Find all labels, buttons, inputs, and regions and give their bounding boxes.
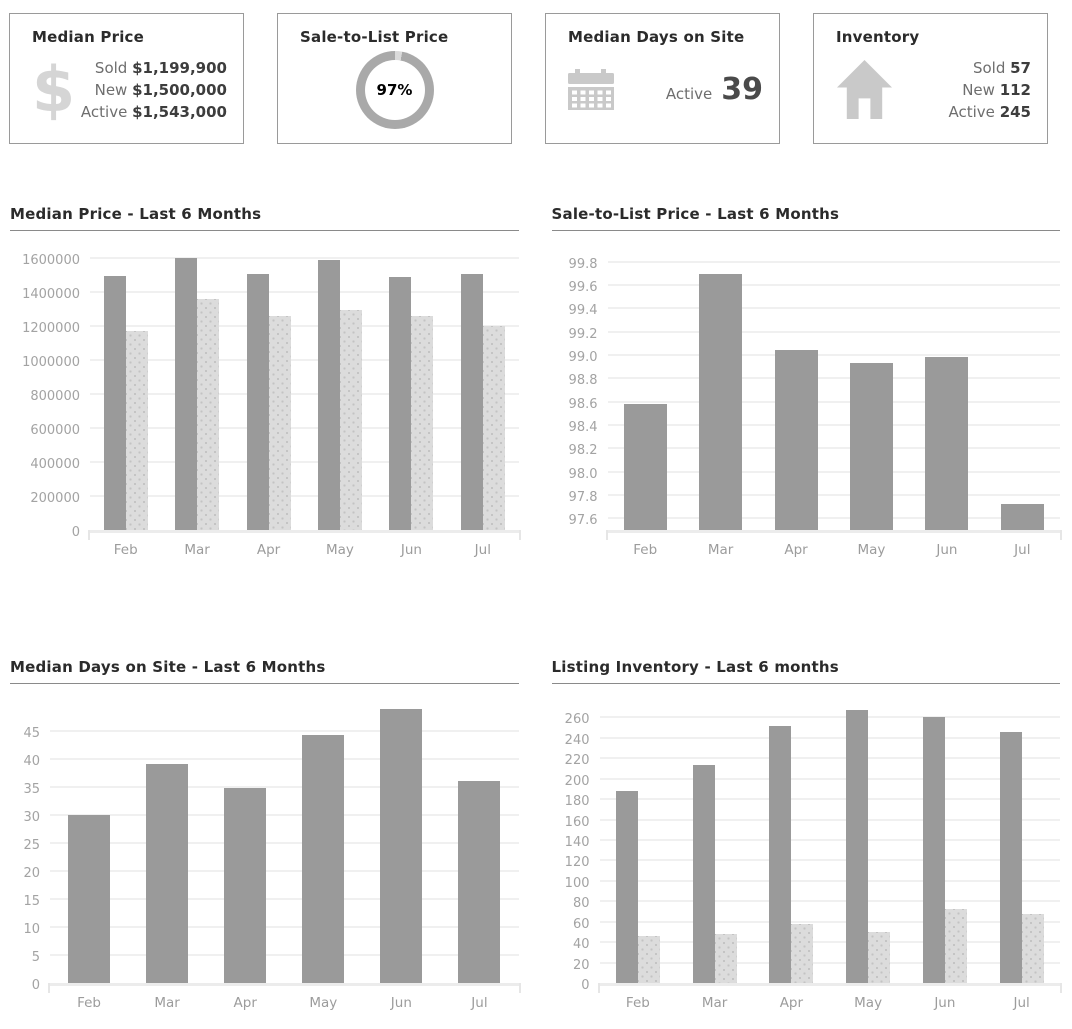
y-axis-label: 1200000 — [22, 320, 80, 336]
chart-title: Listing Inventory - Last 6 months — [552, 658, 1061, 684]
y-axis-label: 180 — [564, 794, 590, 810]
y-axis-label: 200000 — [30, 490, 80, 506]
y-axis-label: 260 — [564, 712, 590, 728]
bar-may-series-2-light — [340, 310, 362, 530]
bar-group-feb — [600, 791, 677, 983]
y-axis-label: 140 — [564, 835, 590, 850]
card-title: Median Days on Site — [568, 28, 745, 46]
bar-group-feb — [608, 404, 683, 530]
y-axis-label: 40 — [572, 937, 590, 953]
bar-jun-series-1-dark — [923, 717, 945, 983]
donut-percent-label: 97% — [365, 60, 425, 120]
bars-layer — [608, 247, 1061, 530]
card-row — [949, 79, 1032, 101]
x-axis-label: Mar — [701, 995, 728, 1011]
bars-layer — [600, 700, 1061, 983]
y-axis-label: 0 — [31, 978, 40, 993]
y-axis-label: 400000 — [30, 456, 80, 472]
x-axis-label: May — [854, 995, 883, 1011]
y-axis-label: 1600000 — [22, 252, 80, 268]
bar-mar-series-2-light — [197, 299, 219, 530]
bar-apr-series-1-dark — [224, 788, 266, 983]
y-axis-label: 15 — [23, 893, 40, 909]
bar-feb-series-1-dark — [616, 791, 638, 983]
chart-area — [552, 247, 1061, 558]
card-median-price — [9, 13, 244, 144]
bar-jun-series-1-dark — [925, 357, 968, 530]
y-axis-label: 35 — [23, 781, 40, 797]
x-axis-label: May — [857, 542, 886, 558]
card-median-days-on-site — [545, 13, 780, 144]
card-values — [81, 57, 227, 123]
y-axis — [10, 700, 50, 993]
y-axis-label: 98.4 — [568, 419, 598, 435]
row-value: $1,500,000 — [132, 80, 227, 99]
y-axis-label: 20 — [572, 957, 590, 973]
bar-feb-series-1-dark — [624, 404, 667, 530]
bar-group-may — [830, 710, 907, 983]
chart-title: Sale-to-List Price - Last 6 Months — [552, 205, 1061, 231]
x-axis-label: Apr — [784, 542, 808, 558]
bars-layer — [50, 700, 519, 983]
bar-may-series-1-dark — [846, 710, 868, 983]
bar-mar-series-2-light — [715, 934, 737, 983]
row-label: New — [962, 80, 995, 99]
x-axis-label: Apr — [256, 542, 281, 558]
card-row — [949, 101, 1032, 123]
calendar-icon — [568, 69, 615, 110]
bar-group-feb — [90, 276, 161, 531]
bar-jun-series-1-dark — [389, 277, 411, 530]
x-axis-label: Apr — [233, 995, 257, 1011]
y-axis-label: 10 — [23, 921, 40, 937]
y-axis-label: 98.6 — [568, 396, 598, 412]
bar-may-series-1-dark — [850, 363, 893, 530]
bar-group-jul — [983, 732, 1060, 983]
bar-jul-series-2-light — [483, 326, 505, 530]
y-axis-label: 30 — [23, 809, 40, 825]
y-axis-label: 1000000 — [22, 354, 80, 370]
card-body — [560, 46, 765, 133]
bar-mar-series-1-dark — [146, 764, 188, 983]
bar-feb-series-2-light — [638, 936, 660, 983]
x-axis-label: Feb — [113, 542, 138, 558]
row-value: 112 — [999, 80, 1031, 99]
bar-group-mar — [161, 258, 232, 530]
chart-area — [552, 700, 1061, 1011]
x-axis-label: Feb — [633, 542, 658, 558]
y-axis-label: 600000 — [30, 422, 80, 438]
bar-apr-series-2-light — [791, 924, 813, 983]
bar-group-jun — [907, 717, 984, 983]
chart-sale-to-list-price — [552, 205, 1061, 558]
y-axis-label: 40 — [23, 753, 40, 769]
x-axis — [600, 995, 1061, 1011]
bar-group-apr — [233, 274, 304, 530]
row-label: New — [94, 80, 128, 99]
y-axis-label: 800000 — [30, 388, 80, 404]
dollar-icon: $ — [32, 52, 76, 126]
bar-group-apr — [758, 350, 833, 530]
chart-area — [10, 247, 519, 558]
bar-may-series-1-dark — [318, 260, 340, 530]
bar-apr-series-1-dark — [769, 726, 791, 983]
bar-group-jun — [909, 357, 984, 530]
bar-group-apr — [206, 788, 284, 983]
y-axis-label: 98.8 — [568, 373, 598, 389]
plot-area — [608, 247, 1061, 533]
x-axis-label: Jun — [390, 995, 412, 1011]
bar-group-feb — [50, 815, 128, 983]
x-axis-label: Feb — [625, 995, 650, 1011]
plot-area — [600, 700, 1061, 986]
bar-jun-series-2-light — [945, 909, 967, 983]
card-sale-to-list-price — [277, 13, 512, 144]
card-inventory — [813, 13, 1048, 144]
y-axis-label: 200 — [564, 773, 590, 789]
bar-feb-series-2-light — [126, 331, 148, 530]
card-body — [292, 46, 497, 133]
y-axis-label: 99.8 — [568, 256, 598, 272]
y-axis-label: 99.2 — [568, 326, 598, 342]
bar-group-may — [304, 260, 375, 530]
y-axis-label: 80 — [572, 896, 590, 912]
bar-may-series-1-dark — [302, 735, 344, 983]
chart-area — [10, 700, 519, 1011]
bar-group-mar — [676, 765, 753, 983]
charts-grid — [10, 205, 1060, 1011]
y-axis-label: 240 — [564, 732, 590, 748]
bar-group-apr — [753, 726, 830, 983]
y-axis-label: 20 — [23, 865, 40, 881]
y-axis-label: 45 — [23, 725, 40, 741]
y-axis-label: 99.6 — [568, 279, 598, 295]
y-axis-label: 160 — [564, 814, 590, 830]
bar-jul-series-1-dark — [1000, 732, 1022, 983]
dashboard-page — [0, 13, 1072, 1011]
bar-group-jul — [447, 274, 518, 530]
plot-area — [90, 247, 519, 533]
x-axis-label: Jul — [471, 995, 488, 1011]
bar-jul-series-1-dark — [458, 781, 500, 983]
y-axis-label: 5 — [31, 949, 40, 965]
y-axis-label: 100 — [564, 875, 590, 891]
bar-group-jun — [362, 709, 440, 983]
card-row — [81, 57, 227, 79]
card-body — [24, 46, 229, 133]
row-label: Active — [80, 102, 128, 121]
y-axis-label: 0 — [71, 525, 80, 540]
y-axis-label: 98.0 — [568, 466, 598, 482]
y-axis — [10, 247, 90, 540]
x-axis-label: Jun — [400, 542, 422, 558]
y-axis-label: 220 — [564, 753, 590, 769]
card-row — [81, 79, 227, 101]
y-axis-label: 97.8 — [568, 489, 598, 505]
x-axis-label: Apr — [779, 995, 804, 1011]
y-axis — [552, 247, 608, 533]
y-axis-label: 99.0 — [568, 349, 598, 365]
bar-group-jul — [985, 504, 1060, 530]
x-axis-label: Jul — [1014, 542, 1031, 558]
row-label: Sold — [972, 58, 1006, 77]
row-label: Active — [948, 102, 995, 121]
card-row — [666, 72, 763, 107]
house-icon — [836, 59, 893, 120]
x-axis-label: May — [309, 995, 338, 1011]
x-axis-label: Mar — [184, 542, 210, 558]
y-axis-label: 0 — [581, 978, 590, 993]
bar-apr-series-2-light — [269, 316, 291, 530]
card-title: Sale-to-List Price — [300, 28, 449, 46]
bar-jul-series-2-light — [1022, 914, 1044, 983]
x-axis-label: Feb — [77, 995, 101, 1011]
card-row — [949, 57, 1032, 79]
x-axis-label: Jun — [936, 542, 958, 558]
chart-title: Median Days on Site - Last 6 Months — [10, 658, 519, 684]
summary-cards — [9, 13, 1048, 144]
card-row — [81, 101, 227, 123]
bar-group-mar — [128, 764, 206, 983]
bar-may-series-2-light — [868, 932, 890, 983]
donut-chart — [356, 51, 434, 129]
y-axis-label: 25 — [23, 837, 40, 853]
row-value: $1,543,000 — [132, 102, 227, 121]
y-axis — [552, 700, 600, 993]
bar-group-mar — [683, 274, 758, 530]
chart-median-days-on-site — [10, 658, 519, 1011]
chart-title: Median Price - Last 6 Months — [10, 205, 519, 231]
bar-mar-series-1-dark — [699, 274, 742, 530]
y-axis-label: 60 — [572, 916, 590, 932]
y-axis-label: 99.4 — [568, 303, 598, 319]
x-axis-label: Jul — [474, 542, 491, 558]
row-value: 39 — [721, 72, 763, 107]
y-axis-label: 97.6 — [568, 513, 598, 529]
bars-layer — [90, 247, 519, 530]
bar-apr-series-1-dark — [775, 350, 818, 530]
bar-group-jun — [376, 277, 447, 530]
bar-feb-series-1-dark — [68, 815, 110, 983]
plot-area — [50, 700, 519, 986]
row-value: 57 — [1010, 58, 1031, 77]
card-body — [828, 46, 1033, 133]
bar-group-may — [284, 735, 362, 983]
x-axis-label: Mar — [154, 995, 180, 1011]
y-axis-label: 120 — [564, 855, 590, 871]
x-axis-label: Mar — [707, 542, 734, 558]
card-values — [949, 57, 1032, 123]
x-axis-label: May — [326, 542, 354, 558]
bar-mar-series-1-dark — [175, 258, 197, 530]
y-axis-label: 98.2 — [568, 443, 598, 459]
bar-jun-series-1-dark — [380, 709, 422, 983]
chart-median-price — [10, 205, 519, 558]
bar-group-may — [834, 363, 909, 530]
bar-apr-series-1-dark — [247, 274, 269, 530]
y-axis-label: 1400000 — [22, 286, 80, 302]
card-title: Inventory — [836, 28, 920, 46]
x-axis — [90, 542, 519, 558]
bar-jul-series-1-dark — [461, 274, 483, 530]
x-axis-label: Jun — [934, 995, 956, 1011]
row-label: Active — [665, 85, 713, 103]
row-value: $1,199,900 — [132, 58, 227, 77]
x-axis — [608, 542, 1061, 558]
bar-mar-series-1-dark — [693, 765, 715, 983]
card-title: Median Price — [32, 28, 144, 46]
x-axis — [50, 995, 519, 1011]
bar-group-jul — [440, 781, 518, 983]
x-axis-label: Jul — [1013, 995, 1030, 1011]
chart-listing-inventory — [552, 658, 1061, 1011]
bar-feb-series-1-dark — [104, 276, 126, 531]
bar-jul-series-1-dark — [1001, 504, 1044, 530]
row-label: Sold — [94, 58, 128, 77]
row-value: 245 — [999, 102, 1031, 121]
bar-jun-series-2-light — [411, 316, 433, 530]
